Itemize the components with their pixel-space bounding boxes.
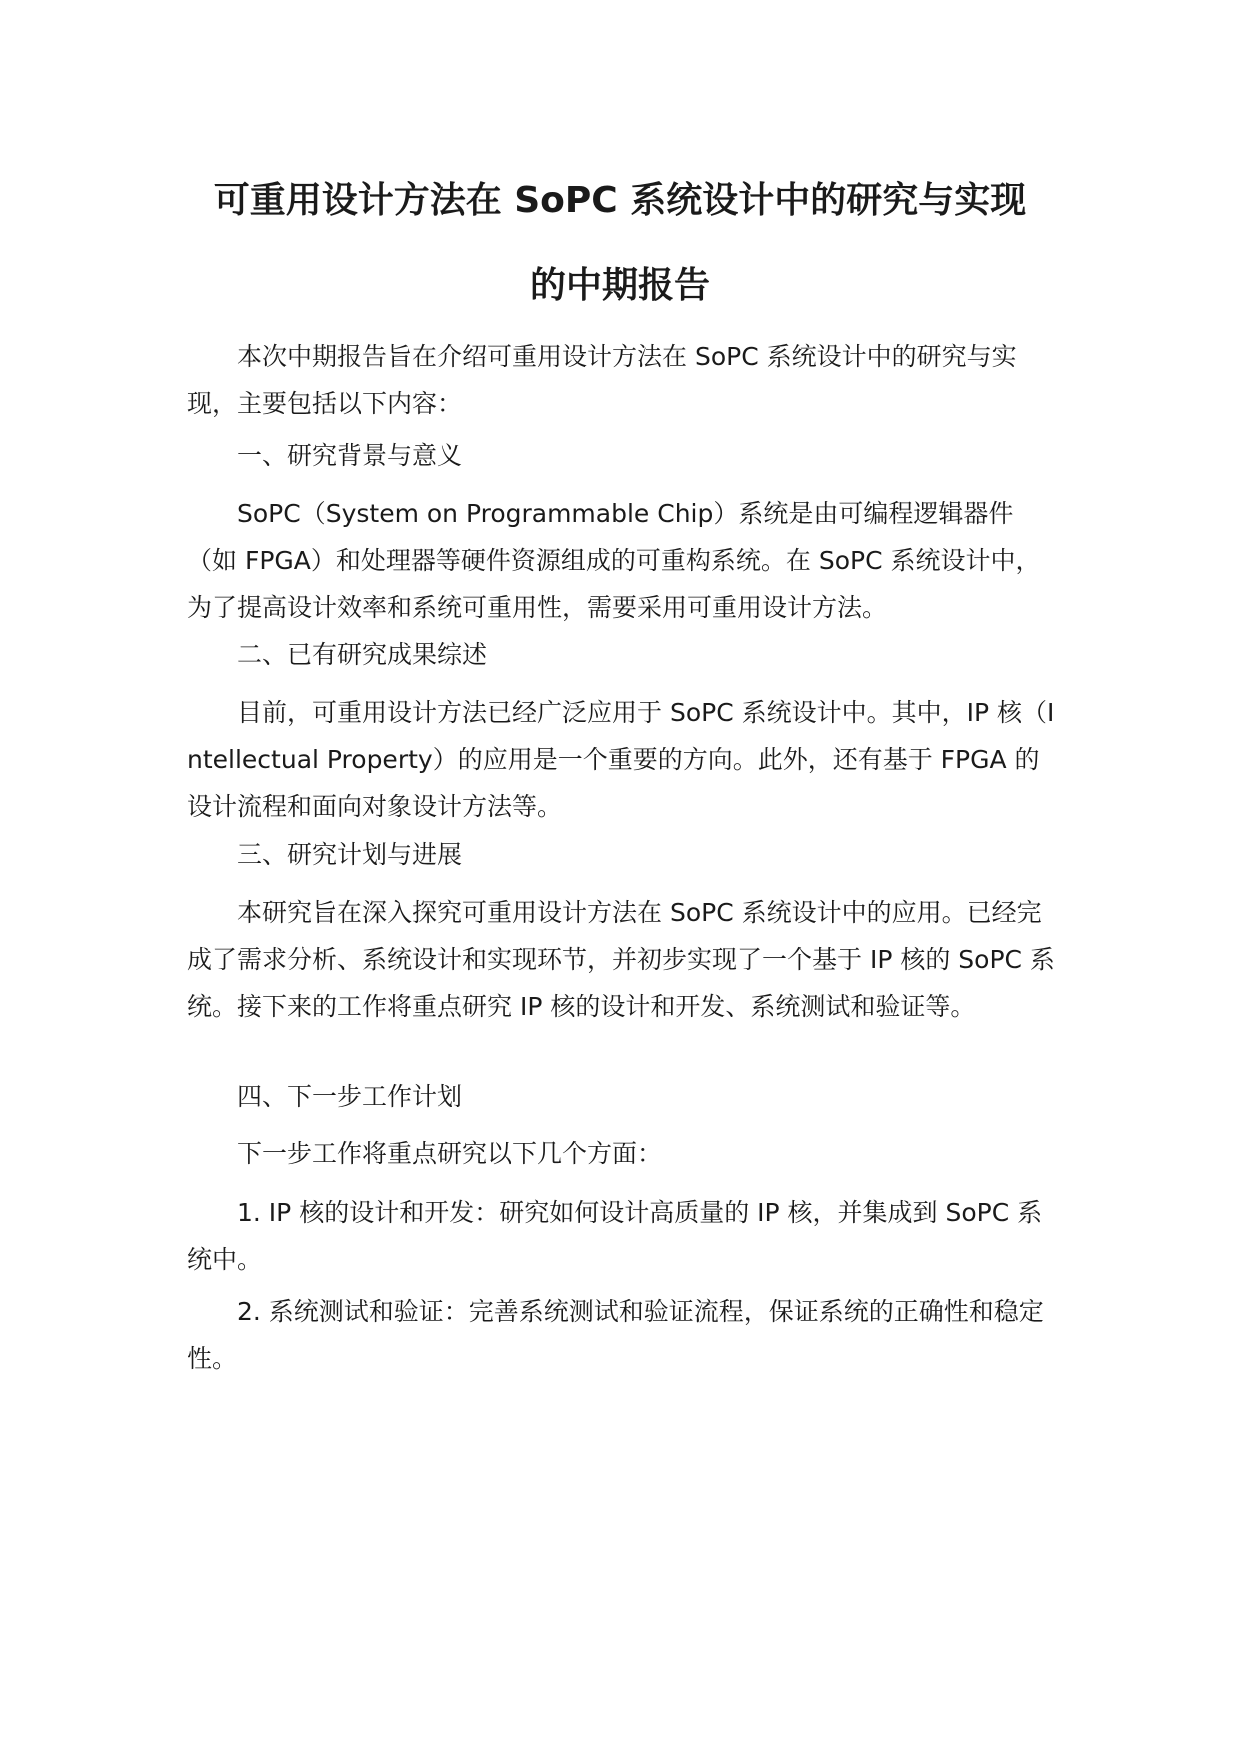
section2-heading: 二、已有研究成果综述 bbox=[237, 640, 488, 669]
section1-heading: 一、研究背景与意义 bbox=[237, 441, 463, 470]
section3-heading: 三、研究计划与进展 bbox=[237, 840, 463, 869]
document-title-line1: 可重用设计方法在 SoPC 系统设计中的研究与实现 bbox=[213, 180, 1027, 221]
intro-paragraph: 本次中期报告旨在介绍可重用设计方法在 SoPC 系统设计中的研究与实现，主要包括以下内容： bbox=[187, 342, 1017, 418]
section1-body: SoPC（System on Programmable Chip）系统是由可编程逻辑器件（如 FPGA）和处理器等硬件资源组成的可重构系统。在 SoPC 系统设计中，为了提高设计效率和系统可重用性，需要采用可重用设计方法。 bbox=[187, 499, 1041, 622]
section3-body: 本研究旨在深入探究可重用设计方法在 SoPC 系统设计中的应用。已经完成了需求分析、系统设计和实现环节，并初步实现了一个基于 IP 核的 SoPC 系统。接下来的工作将重点研究 IP 核的设计和开发、系统测试和验证等。 bbox=[187, 898, 1055, 1021]
section4-heading: 四、下一步工作计划 bbox=[237, 1082, 463, 1111]
section4-intro: 下一步工作将重点研究以下几个方面： bbox=[237, 1139, 663, 1168]
section2-body: 目前，可重用设计方法已经广泛应用于 SoPC 系统设计中。其中，IP 核（Intellectual Property）的应用是一个重要的方向。此外，还有基于 FPGA 的设计流程和面向对象设计方法等。 bbox=[187, 698, 1055, 821]
list-item-2: 2. 系统测试和验证：完善系统测试和验证流程，保证系统的正确性和稳定性。 bbox=[187, 1297, 1044, 1373]
list-item-1: 1. IP 核的设计和开发：研究如何设计高质量的 IP 核，并集成到 SoPC 系统中。 bbox=[187, 1198, 1043, 1274]
document-title-line2: 的中期报告 bbox=[529, 265, 710, 306]
